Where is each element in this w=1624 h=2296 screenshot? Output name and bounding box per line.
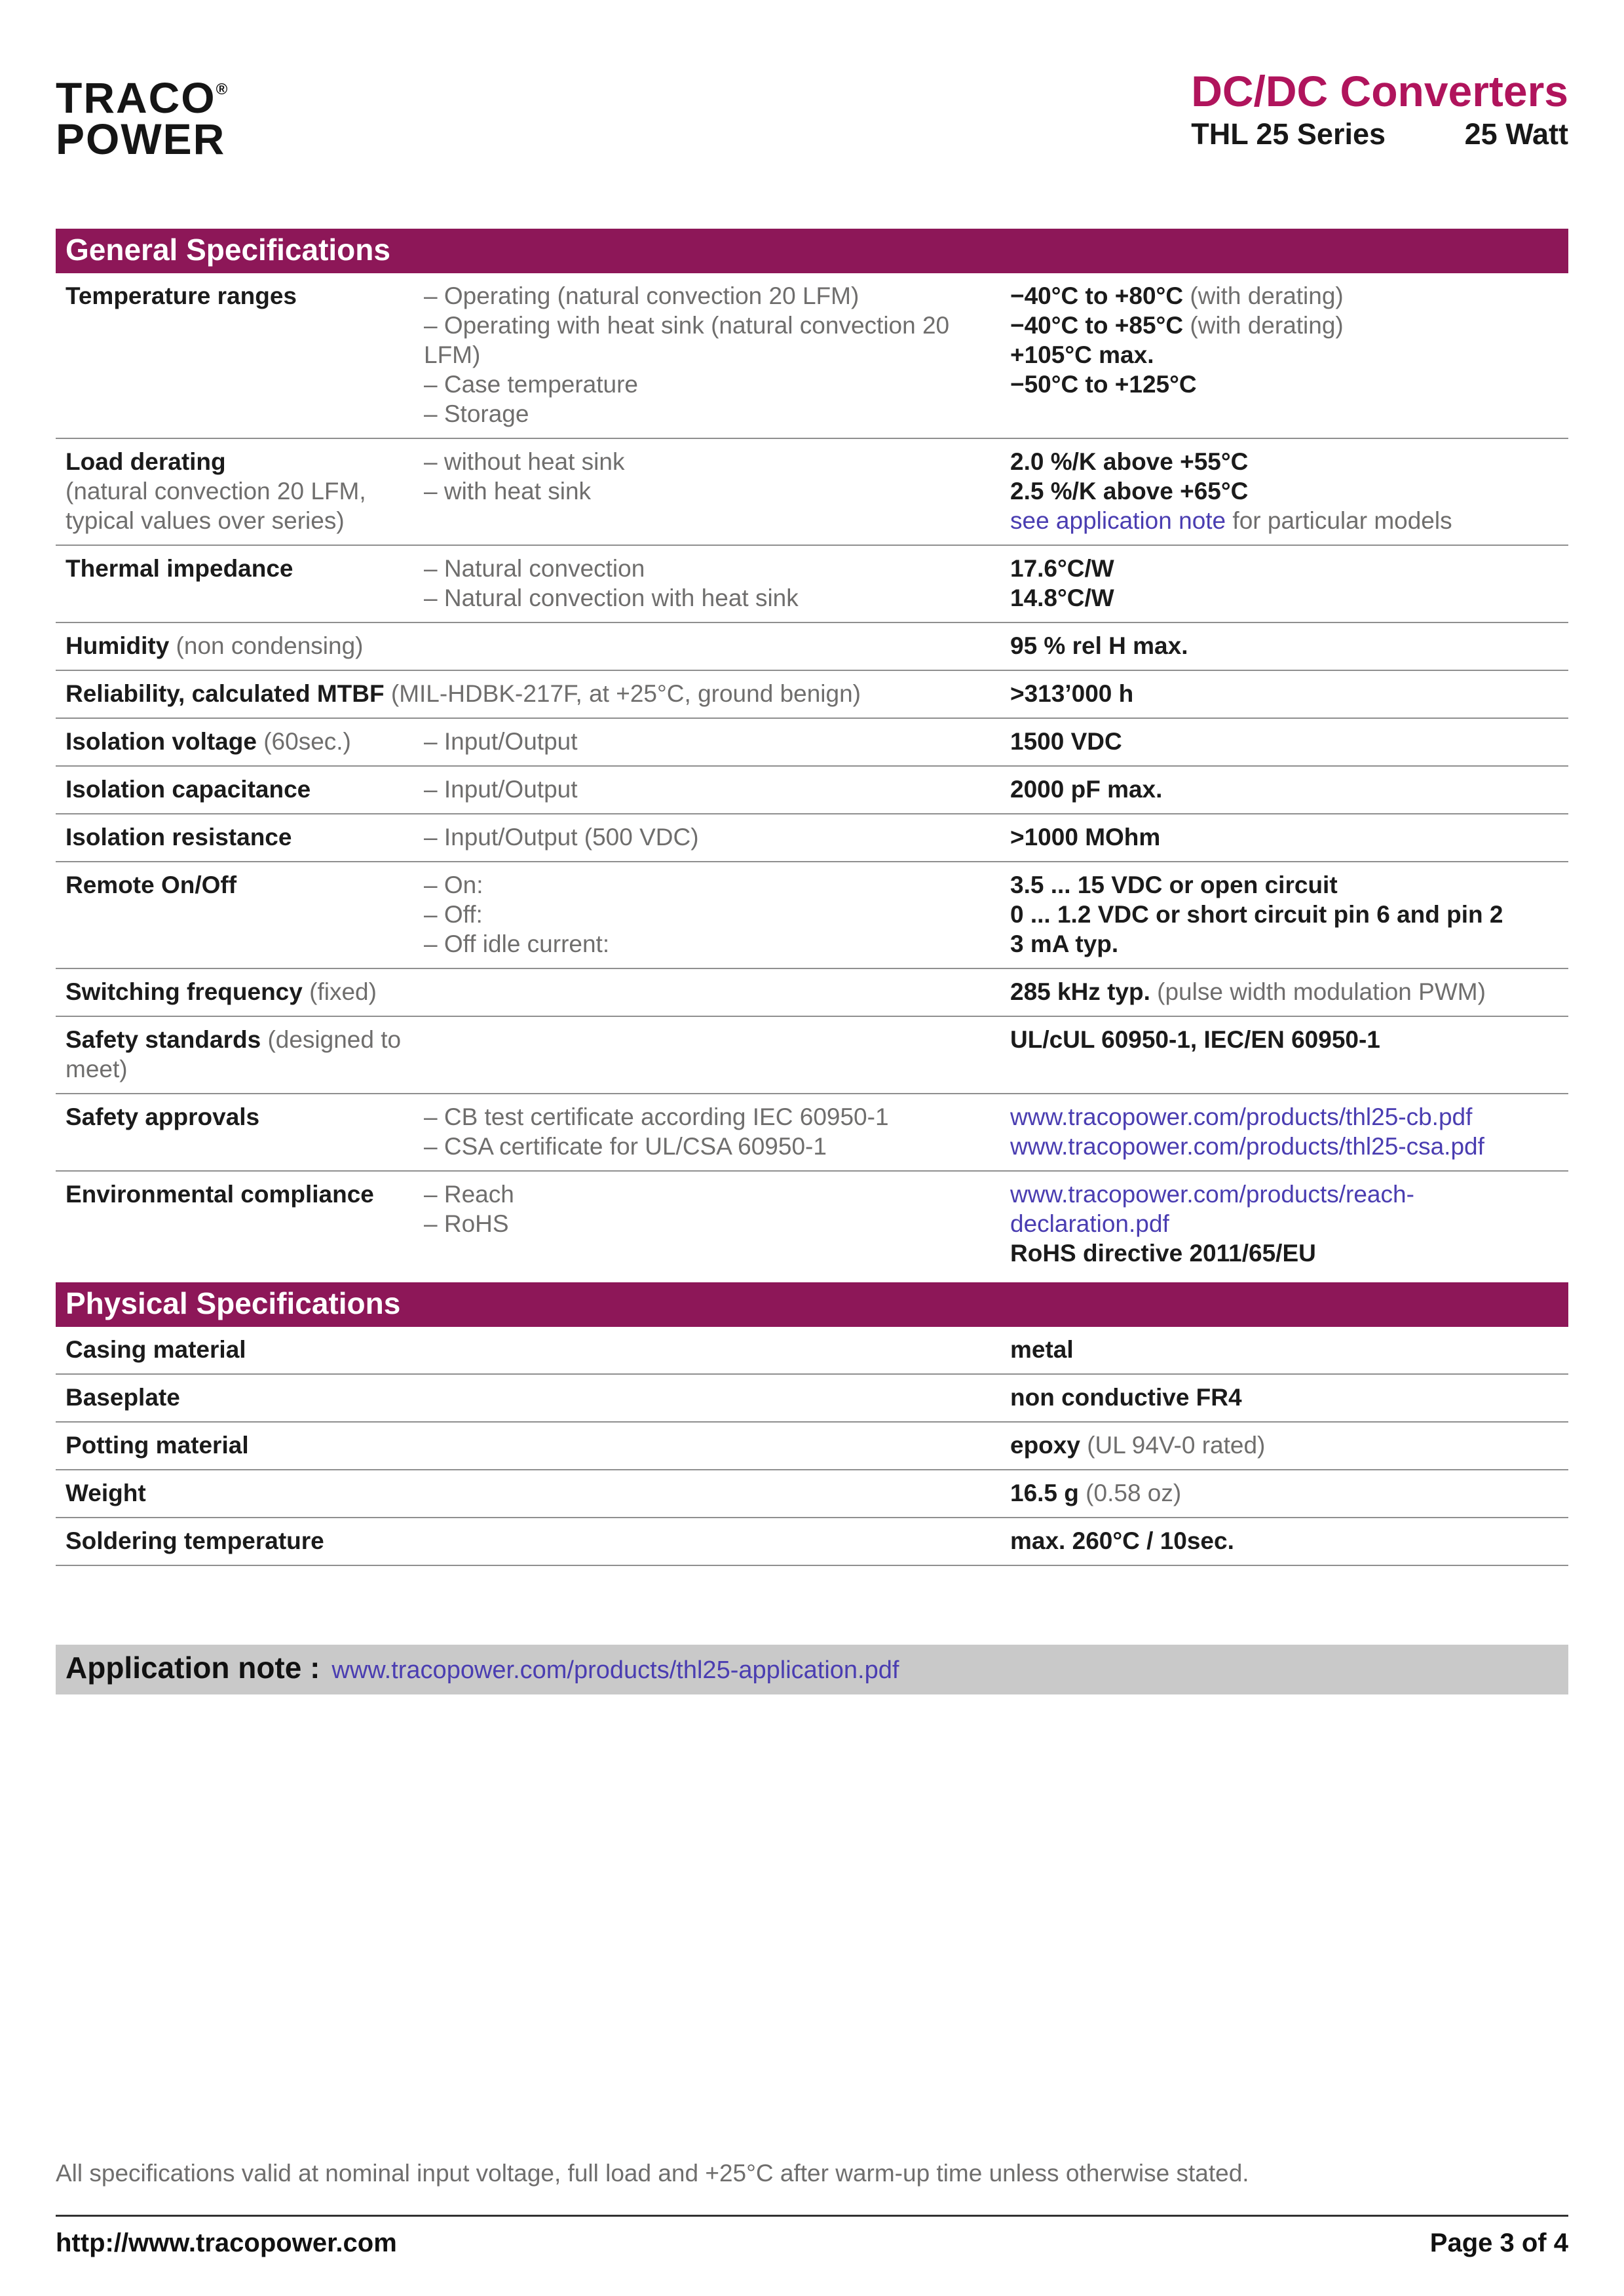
spec-text: (0.58 oz) — [1078, 1480, 1182, 1506]
spec-line — [1010, 1526, 1568, 1556]
spec-value — [1010, 554, 1568, 613]
spec-text: for particular models — [1226, 507, 1452, 534]
spec-description — [424, 1335, 1010, 1364]
spec-row — [56, 1172, 1568, 1277]
spec-text: – Storage — [424, 400, 529, 427]
spec-line — [1010, 775, 1568, 804]
spec-text: Reliability, calculated MTBF — [66, 680, 385, 707]
spec-text: Isolation voltage — [66, 728, 257, 755]
spec-line — [1010, 1383, 1568, 1412]
spec-line — [424, 281, 1010, 311]
spec-text: Isolation capacitance — [66, 776, 311, 803]
footer-url[interactable]: http://www.tracopower.com — [56, 2229, 397, 2257]
spec-value — [1010, 679, 1568, 708]
spec-label — [56, 1526, 424, 1556]
document-subtitle — [1191, 117, 1568, 151]
spec-label — [56, 1102, 424, 1161]
spec-text: −40°C to +80°C — [1010, 282, 1184, 309]
spec-text: >1000 MOhm — [1010, 824, 1161, 851]
spec-line — [1010, 1478, 1568, 1508]
header-title-block — [1191, 69, 1568, 151]
spec-line — [1010, 1102, 1568, 1132]
spec-line — [424, 370, 1010, 399]
footer-row — [56, 2217, 1568, 2258]
spec-line — [1010, 822, 1568, 852]
logo-line-2: POWER — [56, 115, 226, 163]
traco-power-logo — [56, 69, 228, 163]
spec-description — [424, 447, 1010, 535]
spec-value — [1010, 822, 1568, 852]
spec-label — [56, 870, 424, 959]
spec-value — [1010, 1430, 1568, 1460]
spec-row — [56, 546, 1568, 623]
spec-text: Safety approvals — [66, 1103, 260, 1130]
spec-text: >313’000 h — [1010, 680, 1134, 707]
spec-label — [56, 447, 424, 535]
spec-text: Casing material — [66, 1336, 246, 1363]
spec-line — [66, 775, 424, 804]
spec-text: (with derating) — [1183, 282, 1344, 309]
spec-text: (fixed) — [302, 978, 377, 1005]
section-header-general: General Specifications — [56, 229, 1568, 273]
footer-disclaimer: All specifications valid at nominal input voltage, full load and +25°C after warm-up time unless otherwise stated. — [56, 2160, 1249, 2187]
spec-text: 16.5 g — [1010, 1480, 1079, 1506]
spec-value — [1010, 1526, 1568, 1556]
spec-row — [56, 439, 1568, 546]
spec-label — [56, 281, 424, 429]
spec-text: Soldering temperature — [66, 1527, 324, 1554]
spec-text: 1500 VDC — [1010, 728, 1122, 755]
spec-value — [1010, 977, 1568, 1006]
spec-line — [1010, 340, 1568, 370]
spec-line — [66, 554, 424, 583]
spec-line — [424, 311, 1010, 370]
spec-text: Load derating — [66, 448, 226, 475]
spec-text: metal — [1010, 1336, 1074, 1363]
power-rating: 25 Watt — [1464, 117, 1568, 151]
spec-line — [1010, 506, 1568, 535]
spec-text: (non condensing) — [169, 632, 364, 659]
spec-line — [1010, 870, 1568, 900]
spec-description — [424, 1430, 1010, 1460]
spec-text: – CSA certificate for UL/CSA 60950-1 — [424, 1133, 827, 1160]
spec-line — [66, 1102, 424, 1132]
spec-text: – Operating (natural convection 20 LFM) — [424, 282, 859, 309]
spec-text: −50°C to +125°C — [1010, 371, 1197, 398]
spec-description — [424, 631, 1010, 660]
spec-line — [424, 870, 1010, 900]
spec-line — [66, 1179, 424, 1209]
spec-row — [56, 814, 1568, 862]
spec-description — [424, 1478, 1010, 1508]
spec-line — [1010, 1179, 1568, 1238]
spec-text: 14.8°C/W — [1010, 584, 1114, 611]
spec-text: 17.6°C/W — [1010, 555, 1114, 582]
spec-row — [56, 1327, 1568, 1375]
spec-line — [424, 583, 1010, 613]
spec-row — [56, 767, 1568, 814]
spec-text: Environmental compliance — [66, 1181, 374, 1208]
spec-link[interactable]: www.tracopower.com/products/thl25-csa.pdf — [1010, 1133, 1484, 1160]
spec-line — [1010, 631, 1568, 660]
spec-line — [424, 554, 1010, 583]
spec-line — [66, 631, 424, 660]
spec-line — [424, 822, 1010, 852]
spec-line — [424, 1132, 1010, 1161]
spec-text: non conductive FR4 — [1010, 1384, 1242, 1411]
spec-row — [56, 1017, 1568, 1094]
spec-line — [1010, 929, 1568, 959]
spec-row — [56, 1423, 1568, 1470]
spec-line — [66, 822, 424, 852]
spec-description — [424, 1526, 1010, 1556]
spec-link[interactable]: www.tracopower.com/products/reach-declaration.pdf — [1010, 1181, 1414, 1237]
spec-label — [56, 631, 424, 660]
spec-value — [1010, 447, 1568, 535]
spec-label — [56, 1430, 424, 1460]
spec-description — [424, 822, 1010, 852]
application-note-label: Application note : — [66, 1651, 320, 1685]
spec-text: – Input/Output — [424, 776, 578, 803]
page-number: Page 3 of 4 — [1429, 2229, 1568, 2257]
spec-text: Potting material — [66, 1432, 249, 1459]
spec-line — [66, 977, 424, 1006]
spec-text: Humidity — [66, 632, 170, 659]
spec-label — [56, 1478, 424, 1508]
spec-line — [66, 476, 424, 506]
spec-line — [1010, 1025, 1568, 1054]
spec-text: – Natural convection — [424, 555, 645, 582]
spec-line — [66, 1478, 424, 1508]
spec-link[interactable]: www.tracopower.com/products/thl25-cb.pdf — [1010, 1103, 1473, 1130]
spec-line — [1010, 1238, 1568, 1268]
spec-line — [66, 1526, 424, 1556]
spec-link[interactable]: see application note — [1010, 507, 1226, 534]
spec-text: (with derating) — [1183, 312, 1344, 339]
spec-row — [56, 969, 1568, 1017]
spec-description — [424, 1025, 1010, 1084]
spec-label — [56, 822, 424, 852]
spec-line — [66, 1025, 424, 1084]
spec-text: 3 mA typ. — [1010, 930, 1119, 957]
spec-text: 285 kHz typ. — [1010, 978, 1150, 1005]
spec-text: – Operating with heat sink (natural convection 20 LFM) — [424, 312, 950, 368]
spec-text: – Natural convection with heat sink — [424, 584, 799, 611]
spec-line — [1010, 1335, 1568, 1364]
spec-label — [56, 1383, 424, 1412]
spec-text: (MIL-HDBK-217F, at +25°C, ground benign) — [384, 680, 861, 707]
spec-line — [1010, 679, 1568, 708]
spec-text: Switching frequency — [66, 978, 303, 1005]
spec-description — [424, 775, 1010, 804]
spec-description — [424, 1383, 1010, 1412]
spec-value — [1010, 727, 1568, 756]
spec-text: (pulse width modulation PWM) — [1150, 978, 1486, 1005]
spec-row — [56, 1375, 1568, 1423]
spec-description — [424, 1179, 1010, 1268]
spec-line — [66, 727, 424, 756]
application-note-bar — [56, 1645, 1568, 1694]
spec-line — [424, 1209, 1010, 1238]
spec-label — [56, 977, 424, 1006]
spec-text: +105°C max. — [1010, 341, 1154, 368]
spec-row — [56, 1518, 1568, 1566]
spec-line — [66, 447, 424, 476]
application-note-link[interactable]: www.tracopower.com/products/thl25-application.pdf — [331, 1656, 899, 1684]
registered-mark-icon: ® — [216, 81, 228, 98]
spec-description — [424, 281, 1010, 429]
spec-row — [56, 671, 1568, 719]
spec-text: RoHS directive 2011/65/EU — [1010, 1240, 1316, 1267]
spec-text: – RoHS — [424, 1210, 509, 1237]
spec-text: (UL 94V-0 rated) — [1080, 1432, 1266, 1459]
spec-text: Remote On/Off — [66, 871, 237, 898]
spec-text: max. 260°C / 10sec. — [1010, 1527, 1234, 1554]
spec-label — [56, 554, 424, 613]
spec-label — [56, 1335, 424, 1364]
spec-row — [56, 1470, 1568, 1518]
spec-text: 2.5 %/K above +65°C — [1010, 478, 1249, 505]
spec-text: – Off: — [424, 901, 483, 928]
spec-text: Weight — [66, 1480, 146, 1506]
spec-line — [424, 476, 1010, 506]
spec-text: typical values over series) — [66, 507, 345, 534]
spec-label — [56, 775, 424, 804]
spec-line — [1010, 583, 1568, 613]
series-name: THL 25 Series — [1191, 117, 1386, 151]
spec-line — [1010, 554, 1568, 583]
spec-line — [424, 1102, 1010, 1132]
spec-label — [56, 1025, 424, 1084]
spec-text: Temperature ranges — [66, 282, 297, 309]
spec-line — [1010, 977, 1568, 1006]
spec-line — [424, 929, 1010, 959]
spec-row — [56, 1094, 1568, 1172]
spec-row — [56, 862, 1568, 969]
spec-value — [1010, 870, 1568, 959]
spec-text: – Reach — [424, 1181, 514, 1208]
spec-value — [1010, 1179, 1568, 1268]
spec-line — [1010, 1430, 1568, 1460]
spec-line — [1010, 727, 1568, 756]
spec-line — [424, 447, 1010, 476]
spec-text: Baseplate — [66, 1384, 180, 1411]
spec-line — [1010, 476, 1568, 506]
spec-description — [424, 727, 1010, 756]
spec-label — [56, 1179, 424, 1268]
spec-row — [56, 623, 1568, 671]
spec-value — [1010, 1478, 1568, 1508]
general-specs-table — [56, 273, 1568, 1277]
spec-line — [424, 900, 1010, 929]
spec-text: 3.5 ... 15 VDC or open circuit — [1010, 871, 1338, 898]
spec-line — [66, 870, 424, 900]
spec-description — [424, 1102, 1010, 1161]
spec-label — [56, 727, 424, 756]
spec-text: epoxy — [1010, 1432, 1080, 1459]
spec-text: (natural convection 20 LFM, — [66, 478, 366, 505]
spec-line — [424, 1179, 1010, 1209]
logo-line-1: TRACO® — [56, 73, 228, 122]
spec-line — [424, 775, 1010, 804]
spec-value — [1010, 1025, 1568, 1084]
spec-text: – CB test certificate according IEC 60950-1 — [424, 1103, 889, 1130]
spec-text: Isolation resistance — [66, 824, 292, 851]
physical-specs-table — [56, 1327, 1568, 1566]
spec-line — [1010, 900, 1568, 929]
spec-description — [424, 554, 1010, 613]
spec-text: (designed to meet) — [66, 1026, 402, 1082]
spec-text: −40°C to +85°C — [1010, 312, 1184, 339]
spec-line — [1010, 1132, 1568, 1161]
spec-text: (60sec.) — [256, 728, 351, 755]
spec-line — [66, 506, 424, 535]
spec-text: – Off idle current: — [424, 930, 610, 957]
spec-row — [56, 719, 1568, 767]
spec-text: 2000 pF max. — [1010, 776, 1163, 803]
spec-text: – with heat sink — [424, 478, 592, 505]
spec-text: Thermal impedance — [66, 555, 293, 582]
section-header-physical: Physical Specifications — [56, 1282, 1568, 1327]
spec-line — [1010, 370, 1568, 399]
spec-text: Safety standards — [66, 1026, 261, 1053]
spec-line — [424, 727, 1010, 756]
spec-line — [1010, 281, 1568, 311]
spec-text: – On: — [424, 871, 483, 898]
spec-value — [1010, 281, 1568, 429]
spec-label — [56, 679, 1010, 708]
spec-line — [66, 1430, 424, 1460]
spec-text: 95 % rel H max. — [1010, 632, 1188, 659]
spec-row — [56, 273, 1568, 439]
spec-line — [424, 399, 1010, 429]
spec-line — [1010, 447, 1568, 476]
spec-description — [424, 870, 1010, 959]
spec-text: – without heat sink — [424, 448, 625, 475]
spec-text: – Case temperature — [424, 371, 639, 398]
spec-text: – Input/Output (500 VDC) — [424, 824, 699, 851]
spec-line — [66, 281, 424, 311]
spec-line — [66, 1383, 424, 1412]
spec-line — [1010, 311, 1568, 340]
spec-text: 0 ... 1.2 VDC or short circuit pin 6 and pin 2 — [1010, 901, 1503, 928]
spec-value — [1010, 1335, 1568, 1364]
page-footer — [56, 2160, 1568, 2258]
spec-line — [66, 1335, 424, 1364]
spec-value — [1010, 631, 1568, 660]
spec-text: – Input/Output — [424, 728, 578, 755]
page-header — [56, 67, 1568, 163]
spec-value — [1010, 1102, 1568, 1161]
spec-value — [1010, 1383, 1568, 1412]
spec-value — [1010, 775, 1568, 804]
spec-line — [66, 679, 1010, 708]
document-title: DC/DC Converters — [1191, 67, 1568, 115]
spec-text: 2.0 %/K above +55°C — [1010, 448, 1249, 475]
spec-text: UL/cUL 60950-1, IEC/EN 60950-1 — [1010, 1026, 1380, 1053]
spec-description — [424, 977, 1010, 1006]
